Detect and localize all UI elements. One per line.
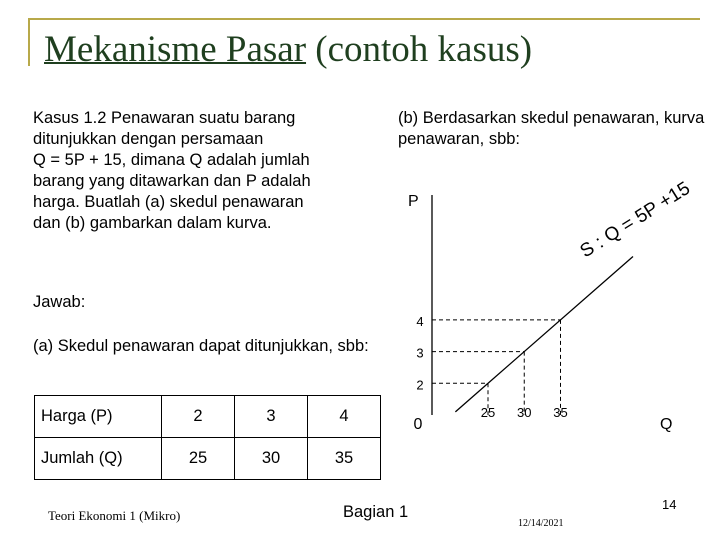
x-tick-label: 30 [517,405,532,420]
table-cell: 30 [235,438,308,480]
x-tick-label: 35 [553,405,568,420]
x-tick-label: 25 [480,405,496,420]
series-label: S : Q = 5P +15 [576,178,694,263]
part-a-intro: (a) Skedul penawaran dapat ditunjukkan, sbb: [33,337,369,355]
problem-line: ditunjukkan dengan persamaan [33,130,264,148]
table-cell: 2 [162,396,235,438]
table-cell: 25 [162,438,235,480]
supply-curve-chart [380,160,700,460]
slide-title-main: Mekanisme Pasar [44,29,307,70]
row-label-quantity: Jumlah (Q) [35,438,162,480]
answer-label: Jawab: [33,293,86,311]
part-b-intro: (b) Berdasarkan skedul penawaran, kurva penawaran, sbb: [398,109,705,148]
table-cell: 35 [308,438,381,480]
y-axis-label: P [408,193,419,210]
supply-schedule-table [34,395,381,480]
title-frame-top-line [28,18,700,20]
table-cell: 3 [235,396,308,438]
table-row [35,396,381,438]
supply-curve-line [455,257,633,412]
footer-section: Bagian 1 [343,503,409,521]
y-tick-label: 4 [416,313,424,329]
problem-line: dan (b) gambarkan dalam kurva. [33,214,272,232]
footer-course: Teori Ekonomi 1 (Mikro) [48,508,181,523]
problem-statement [33,108,363,234]
page-number: 14 [662,497,677,512]
table-cell: 4 [308,396,381,438]
table-row [35,438,381,480]
slide-title [44,28,532,71]
origin-label: 0 [413,416,423,433]
y-tick-label: 2 [416,377,424,393]
y-tick-label: 3 [416,345,424,361]
problem-line: Kasus 1.2 Penawaran suatu barang [33,109,296,127]
x-axis-label: Q [660,416,673,433]
problem-line: harga. Buatlah (a) skedul penawaran [33,193,304,211]
problem-line: Q = 5P + 15, dimana Q adalah jumlah [33,151,310,169]
row-label-price: Harga (P) [35,396,162,438]
footer-date: 12/14/2021 [518,518,564,529]
title-frame-left-line [28,18,30,66]
slide-title-rest: (contoh kasus) [306,29,533,70]
problem-line: barang yang ditawarkan dan P adalah [33,172,311,190]
chart-marks [416,257,633,421]
